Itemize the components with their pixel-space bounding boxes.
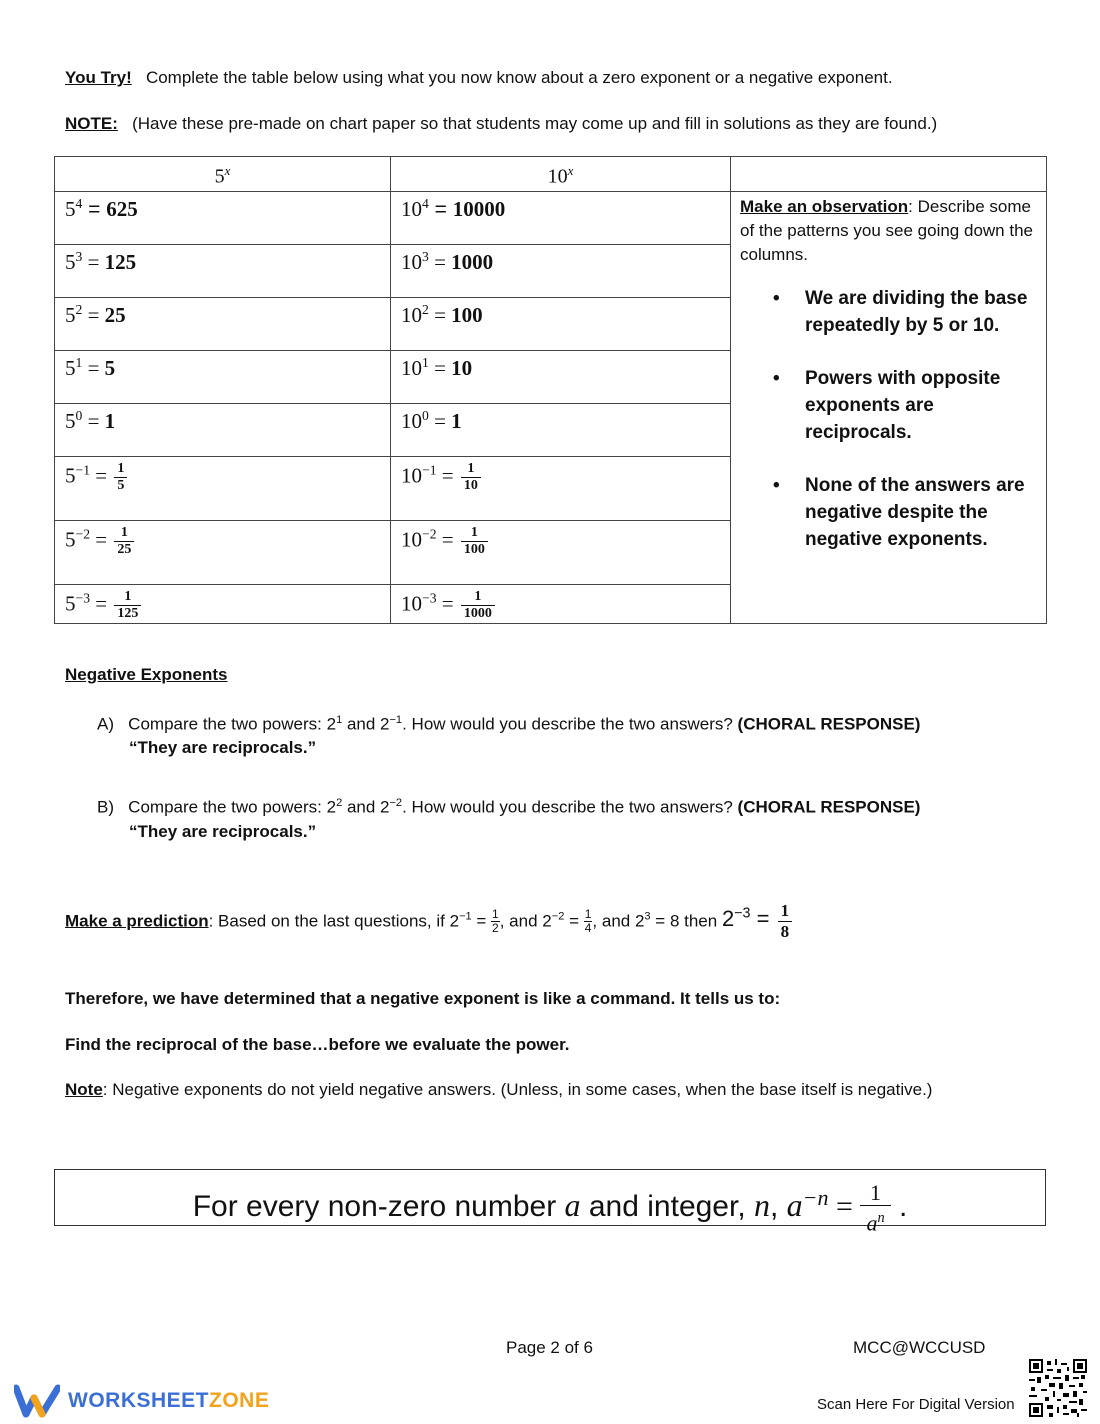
note-line <box>65 113 937 135</box>
you-try-line <box>65 67 893 89</box>
logo-text-worksheet: WORKSHEET <box>68 1389 209 1412</box>
note-negative <box>65 1079 932 1101</box>
cell-5-pow: $5^0 = 1$ <box>55 403 391 456</box>
answer-a: “They are reciprocals.” <box>129 738 317 757</box>
table-header-row <box>55 157 1047 192</box>
observation-list <box>740 285 1038 553</box>
cell-5-pow: $5^{-2}$ = $\frac{1}{25}$ <box>55 520 391 584</box>
cell-5-pow: $5^3 = 125$ <box>55 244 391 297</box>
cell-5-pow: $5^4 = 625$ <box>55 191 391 244</box>
formula-box: For every non-zero number a and integer, n, $a^{-n}$ = $\frac{1}{a^n}$ . <box>54 1169 1046 1226</box>
note-label: NOTE: <box>65 114 118 133</box>
cell-5-pow: $5^1 = 5$ <box>55 350 391 403</box>
cell-5-pow: $5^2 = 25$ <box>55 297 391 350</box>
prediction-label: Make a prediction <box>65 911 209 931</box>
cell-10-pow: $10^2 = 100$ <box>391 297 731 350</box>
observation-bullet: • We are dividing the base repeatedly by 5 or 10. <box>805 285 1038 339</box>
logo-w-icon <box>14 1384 60 1418</box>
header-observation <box>731 157 1047 192</box>
conclusion-line-2: Find the reciprocal of the base…before we evaluate the power. <box>65 1035 570 1054</box>
question-a: A) Compare the two powers: $2^1$ and $2^{-1}$. How would you describe the two answers? (CHORAL RESPONSE) <box>97 714 921 734</box>
powers-table <box>54 156 1047 624</box>
logo-text-zone: ZONE <box>209 1389 270 1412</box>
org-label: MCC@WCCUSD <box>853 1338 986 1357</box>
question-b: B) Compare the two powers: $2^2$ and $2^{-2}$. How would you describe the two answers? (CHORAL RESPONSE) <box>97 797 921 817</box>
observation-label: Make an observation <box>740 196 909 216</box>
cell-10-pow: $10^{-2}$ = $\frac{1}{100}$ <box>391 520 731 584</box>
observation-bullet: • Powers with opposite exponents are reciprocals. <box>805 365 1038 446</box>
conclusion-line-1: Therefore, we have determined that a negative exponent is like a command. It tells us to: <box>65 989 781 1008</box>
cell-5-pow: $5^{-3}$ = $\frac{1}{125}$ <box>55 584 391 623</box>
cell-5-pow: $5^{-1}$ = $\frac{1}{5}$ <box>55 456 391 520</box>
cell-10-pow: $10^0 = 1$ <box>391 403 731 456</box>
observation-bullet: • None of the answers are negative despite the negative exponents. <box>805 472 1038 553</box>
note-negative-label: Note <box>65 1080 103 1099</box>
qr-code-icon[interactable] <box>1029 1359 1087 1417</box>
cell-10-pow: $10^{-1}$ = $\frac{1}{10}$ <box>391 456 731 520</box>
you-try-text: Complete the table below using what you now know about a zero exponent or a negative exponent. <box>145 68 893 87</box>
answer-b: “They are reciprocals.” <box>129 822 317 841</box>
prediction-line: Make a prediction: Based on the last questions, if $2^{-1}$ = $\frac{1}{2}$ , and $2^{-2}$ = $\frac{1}{4}$ , and $2^3 = 8$ then $2^{-3}$ = $\frac{1}{8}$ <box>65 892 792 943</box>
worksheetzone-logo[interactable] <box>14 1384 269 1418</box>
observation-cell <box>731 191 1047 623</box>
header-5x: 5$^x$ <box>55 157 391 192</box>
you-try-label: You Try! <box>65 68 132 87</box>
note-text: (Have these pre-made on chart paper so that students may come up and fill in solutions as they are found.) <box>132 114 938 133</box>
observation-text: : Describe some of the patterns you see going down the columns. <box>740 196 1033 264</box>
negative-exponents-heading: Negative Exponents <box>65 665 228 684</box>
cell-10-pow: $10^{-3}$ = $\frac{1}{1000}$ <box>391 584 731 623</box>
cell-10-pow: $10^1 = 10$ <box>391 350 731 403</box>
note-negative-text: : Negative exponents do not yield negative answers. (Unless, in some cases, when the base itself is negative.) <box>102 1080 933 1099</box>
table-row <box>55 191 1047 244</box>
header-10x: 10$^x$ <box>391 157 731 192</box>
cell-10-pow: $10^3 = 1000$ <box>391 244 731 297</box>
page-number: Page 2 of 6 <box>506 1338 593 1357</box>
scan-label: Scan Here For Digital Version <box>817 1396 1015 1413</box>
cell-10-pow: $10^4 = 10000$ <box>391 191 731 244</box>
